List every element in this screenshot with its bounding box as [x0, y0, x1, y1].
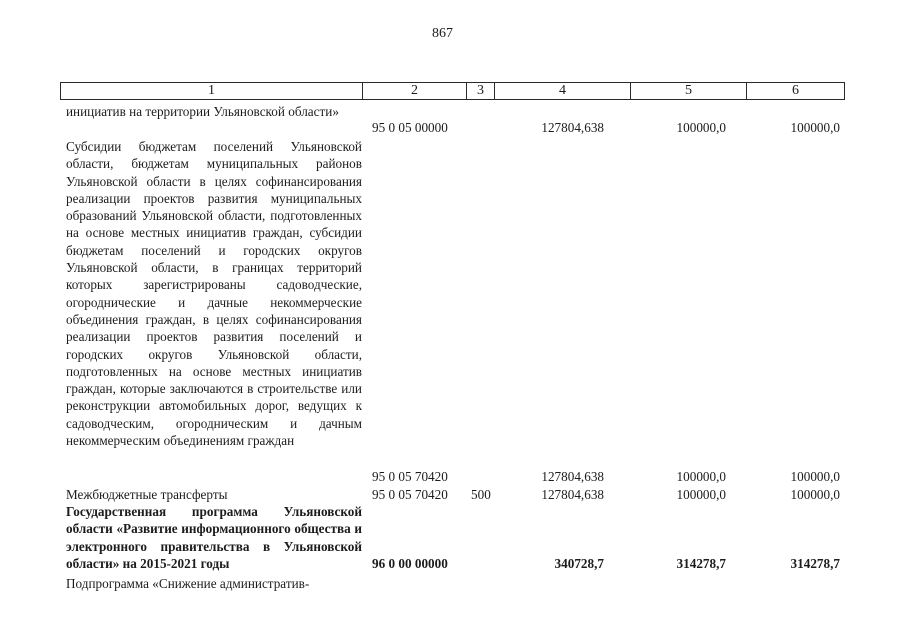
row-value-col4: 127804,638	[541, 120, 604, 135]
column-header-row	[61, 83, 845, 100]
row-value-col5: 100000,0	[676, 469, 726, 484]
column-header-1: 1	[61, 83, 363, 100]
row-value-col4: 340728,7	[554, 556, 604, 571]
row-type: 500	[471, 487, 491, 502]
row-value-col6: 100000,0	[790, 120, 840, 135]
row-value-col6: 100000,0	[790, 469, 840, 484]
column-header-6: 6	[747, 83, 845, 100]
column-header-3: 3	[467, 83, 495, 100]
row-value-col6: 100000,0	[790, 487, 840, 502]
row-description: Подпрограмма «Снижение административ-	[66, 576, 310, 591]
column-header-4: 4	[495, 83, 631, 100]
row-description: инициатив на территории Ульяновской области»	[66, 104, 339, 119]
row-value-col5: 100000,0	[676, 120, 726, 135]
page-number: 867	[432, 26, 453, 41]
column-header-table	[60, 82, 845, 100]
row-value-col5: 100000,0	[676, 487, 726, 502]
row-code: 96 0 00 00000	[372, 556, 448, 571]
row-value-col4: 127804,638	[541, 487, 604, 502]
column-header-2: 2	[363, 83, 467, 100]
row-code: 95 0 05 70420	[372, 469, 448, 484]
row-description: Государственная программа Ульяновской области «Развитие информационного общества и электронного правительства в Ульяновской области» на 2015-2021 годы	[66, 504, 362, 571]
row-code: 95 0 05 70420	[372, 487, 448, 502]
row-value-col5: 314278,7	[676, 556, 726, 571]
column-header-5: 5	[631, 83, 747, 100]
row-value-col4: 127804,638	[541, 469, 604, 484]
row-value-col6: 314278,7	[790, 556, 840, 571]
row-description: Субсидии бюджетам поселений Ульяновской области, бюджетам муниципальных районов Ульяновской области в целях софинансирования реализации проектов развития муниципальных образований Ульяновской области, подготовленных на основе местных инициатив граждан, субсидии бюджетам поселений и городских округов Ульяновской области, в границах территорий которых зарегистрированы садоводческие, огороднические и дачные некоммерческие объединения граждан, в целях софинансирования реализации проектов развития поселений и городских округов Ульяновской области, подготовленных на основе местных инициатив граждан, которые заключаются в строительстве или реконструкции автомобильных дорог, ведущих к садоводческим, огородническим и дачным некоммерческим объединениям граждан	[66, 139, 362, 449]
row-code: 95 0 05 00000	[372, 120, 448, 135]
row-description: Межбюджетные трансферты	[66, 487, 228, 502]
